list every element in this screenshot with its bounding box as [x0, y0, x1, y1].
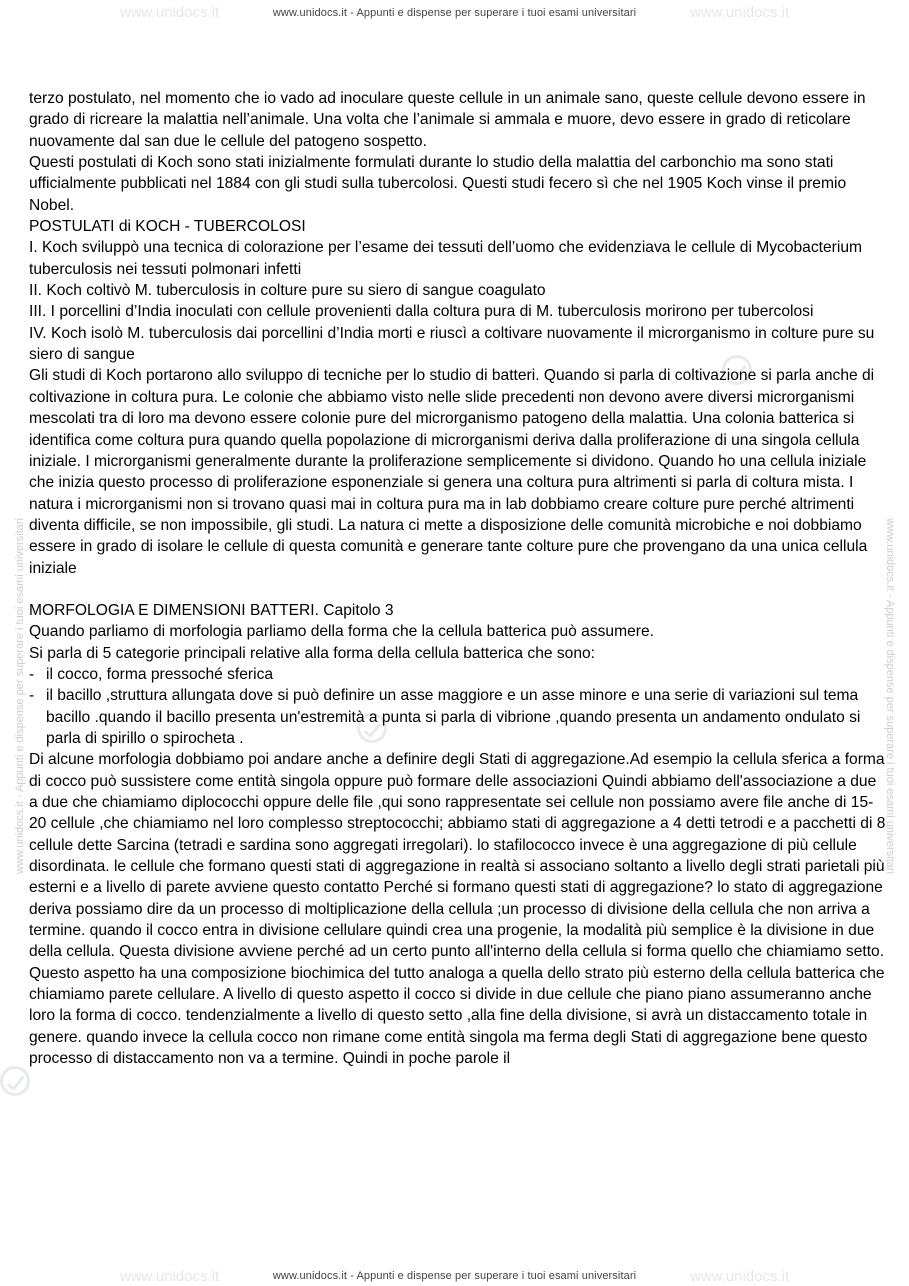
list-item: [29, 685, 887, 749]
postulate-item: II. Koch coltivò M. tuberculosis in colture pure su siero di sangue coagulato: [29, 282, 546, 300]
faint-site-watermark: www.unidocs.it: [690, 4, 790, 21]
paragraph: Gli studi di Koch portarono allo sviluppo di tecniche per lo studio di batteri. Quando si parla di coltivazione si parla anche di coltivazione in coltura pura. Le colonie che abbiamo visto nelle slide precedenti non devono avere diversi microrganismi mescolati tra di loro ma devono essere colonie pure del microrganismo patogeno della malattia. Una colonia batterica si identifica come coltura pura quando quella popolazione di microrganismi deriva dalla proliferazione di una singola cellula iniziale. I microrganismi generalmente durante la proliferazione semplicemente si dividono. Quando ho una cellula iniziale che inizia questo processo di proliferazione esponenziale si genera una coltura pura altrimenti si parla di coltura mista. I natura i microrganismi non si trovano quasi mai in coltura pura ma in lab dobbiamo creare colture pure perché altrimenti diventa difficile, se non impossibile, gli studi. La natura ci mette a disposizione delle comunità microbiche e noi dobbiamo essere in grado di isolare le cellule di questa comunità e generare tante colture pure che provengano da una unica cellula iniziale: [29, 367, 875, 577]
postulate-item: I. Koch sviluppò una tecnica di colorazione per l’esame dei tessuti dell’uomo che evidenziava le cellule di Mycobacterium tuberculosis nei tessuti polmonari infetti: [29, 239, 862, 278]
section-heading: POSTULATI di KOCH - TUBERCOLOSI: [29, 218, 306, 236]
list-item-text: il cocco, forma pressoché sferica: [46, 665, 274, 683]
faint-site-watermark: www.unidocs.it: [120, 4, 220, 21]
unidocs-logo-icon: [0, 1066, 30, 1096]
paragraph: terzo postulato, nel momento che io vado ad inoculare queste cellule in un animale sano, queste cellule devono essere in grado di ricreare la malattia nell’animale. Una volta che l’animale si ammala e muore, devo essere in grado di reticolare nuovamente dal san due le cellule del patogeno sospetto.: [29, 90, 866, 150]
paragraph: Quando parliamo di morfologia parliamo della forma che la cellula batterica può assumere.: [29, 623, 654, 641]
bullet-marker: -: [29, 665, 35, 683]
document-body: [29, 88, 887, 1069]
blank-line: [29, 579, 887, 600]
bullet-marker: -: [29, 687, 35, 705]
left-side-watermark: www.unidocs.it - Appunti e dispense per superare i tuoi esami universitari: [14, 518, 26, 874]
footer-watermark: www.unidocs.it - Appunti e dispense per superare i tuoi esami universitari: [272, 1270, 637, 1282]
list-item: [29, 664, 887, 685]
postulate-item: IV. Koch isolò M. tuberculosis dai porcellini d’India morti e riuscì a coltivare nuovamente il microrganismo in colture pure su siero di sangue: [29, 324, 875, 364]
header-watermark: www.unidocs.it - Appunti e dispense per superare i tuoi esami universitari: [272, 7, 637, 19]
faint-site-watermark: www.unidocs.it: [690, 1268, 790, 1285]
paragraph: Di alcune morfologia dobbiamo poi andare anche a definire degli Stati di aggregazione.Ad esempio la cellula sferica a forma di cocco può sussistere come entità singola oppure può formare delle associazioni Quindi abbiamo dell'associazione a due a due che chiamiamo diplococchi oppure delle file ,qui sono rappresentate sei cellule non possiamo avere file anche di 15-20 cellule ,che chiamiamo nel loro complesso streptococchi; abbiamo stati di aggregazione a 4 detti tetrodi e a pacchetti di 8 cellule dette Sarcina (tetradi e sardina sono aggregati irregolari). lo stafilococco invece è una aggregazione di più cellule disordinata. le cellule che formano questi stati di aggregazione in realtà si associano soltanto a livello degli strati parietali più esterni e a livello di parete avviene questo contatto Perché si formano questi stati di aggregazione? lo stato di aggregazione deriva possiamo dire da un processo di moltiplicazione della cellula ;un processo di divisione della cellula che non arriva a termine. quando il cocco entra in divisione cellulare quindi crea una progenie, la modalità più semplice è la divisione in due della cellula. Questa divisione avviene perché ad un certo punto all'interno della cellula si forma quello che chiamiamo setto. Questo aspetto ha una composizione biochimica del tutto analoga a quella dello strato più esterno della cellula batterica che chiamiamo parete cellulare. A livello di questo aspetto il cocco si divide in due cellule che piano piano assumeranno anche loro la forma di cocco. tendenzialmente a livello di questo setto ,alla fine della divisione, si avrà un distaccamento totale in genere. quando invece la cellula cocco non rimane come entità singola ma ferma degli Stati di aggregazione bene questo processo di distaccamento non va a termine. Quindi in poche parole il: [29, 751, 886, 1068]
postulate-item: III. I porcellini d’India inoculati con cellule provenienti dalla coltura pura di M. tuberculosis morirono per tubercolosi: [29, 303, 814, 321]
section-heading: MORFOLOGIA E DIMENSIONI BATTERI. Capitolo 3: [29, 601, 394, 619]
right-side-watermark: www.unidocs.it - Appunti e dispense per superare i tuoi esami universitari: [884, 518, 896, 874]
paragraph: Si parla di 5 categorie principali relative alla forma della cellula batterica che sono:: [29, 644, 596, 662]
faint-site-watermark: www.unidocs.it: [120, 1268, 220, 1285]
list-item-text: il bacillo ,struttura allungata dove si può definire un asse maggiore e un asse minore e una serie di variazioni sul tema bacillo .quando il bacillo presenta un'estremità a punta si parla di vibrione ,quando presenta un andamento ondulato si parla di spirillo o spirocheta .: [46, 687, 861, 747]
paragraph: Questi postulati di Koch sono stati inizialmente formulati durante lo studio della malattia del carbonchio ma sono stati ufficialmente pubblicati nel 1884 con gli studi sulla tubercolosi. Questi studi fecero sì che nel 1905 Koch vinse il premio Nobel.: [29, 154, 847, 214]
